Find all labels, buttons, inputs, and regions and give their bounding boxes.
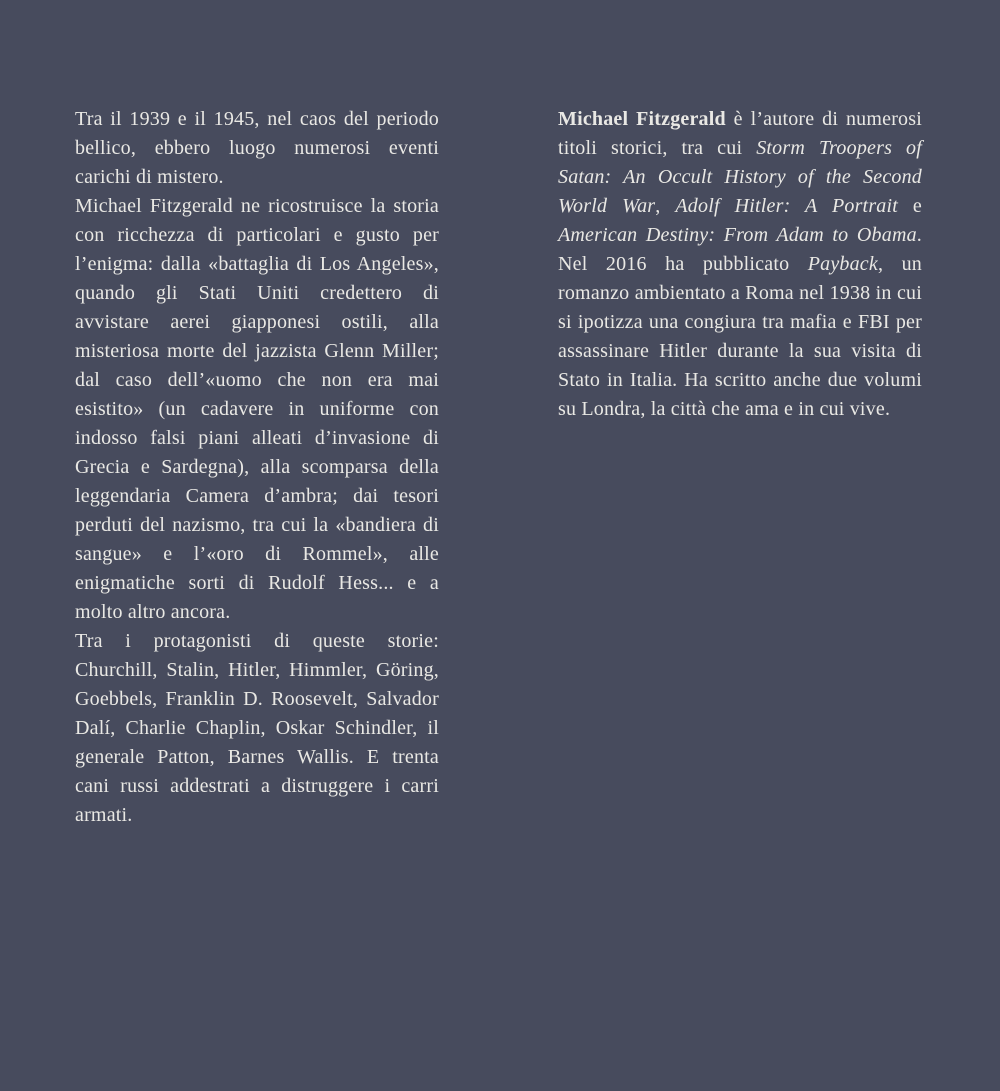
synopsis-paragraph-protagonists: Tra i protagonisti di queste storie: Churchill, Stalin, Hitler, Himmler, Göring, Goebbels, Franklin D. Roosevelt, Salvador Dalí, Charlie Chaplin, Oskar Schindler, il generale Patton, Barnes Wallis. E trenta cani russi addestrati a distruggere i carri armati. bbox=[75, 630, 439, 826]
text-segment-italic: American Destiny: From Adam to Obama bbox=[558, 224, 917, 246]
two-column-layout bbox=[75, 105, 922, 830]
synopsis-paragraph-stories: Michael Fitzgerald ne ricostruisce la storia con ricchezza di particolari e gusto per l’enigma: dalla «battaglia di Los Angeles», quando gli Stati Uniti credettero di avvistare aerei giapponesi ostili, alla misteriosa morte del jazzista Glenn Miller; dal caso dell’«uomo che non era mai esistito» (un cadavere in uniforme con indosso falsi piani alleati d’invasione di Grecia e Sardegna), alla scomparsa della leggendaria Camera d’ambra; dai tesori perduti del nazismo, tra cui la «bandiera di sangue» e l’«oro di Rommel», alle enigmatiche sorti di Rudolf Hess... e a molto altro ancora. bbox=[75, 195, 439, 623]
synopsis-paragraph-intro: Tra il 1939 e il 1945, nel caos del periodo bellico, ebbero luogo numerosi eventi carichi di mistero. bbox=[75, 108, 439, 188]
synopsis-column bbox=[75, 105, 439, 830]
text-segment-normal: e bbox=[898, 195, 922, 217]
text-segment-italic: Storm Troopers of Satan: An Occult History of the Second World War bbox=[558, 137, 922, 217]
text-segment-normal: . Nel 2016 ha pubblicato bbox=[558, 224, 922, 275]
text-segment-normal: , un romanzo ambientato a Roma nel 1938 in cui si ipotizza una congiura tra mafia e FBI per assassinare Hitler durante la sua visita di Stato in Italia. Ha scritto anche due volumi su Londra, la città che ama e in cui vive. bbox=[558, 253, 922, 420]
text-segment-normal: è l’autore di numerosi titoli storici, tra cui bbox=[558, 108, 922, 159]
author-bio-column bbox=[558, 105, 922, 424]
text-segment-bold: Michael Fitzgerald bbox=[558, 108, 726, 130]
author-bio-paragraph bbox=[558, 105, 922, 424]
text-segment-normal: , bbox=[655, 195, 676, 217]
text-segment-italic: Adolf Hitler: A Portrait bbox=[675, 195, 899, 217]
text-segment-italic: Payback bbox=[807, 253, 878, 275]
